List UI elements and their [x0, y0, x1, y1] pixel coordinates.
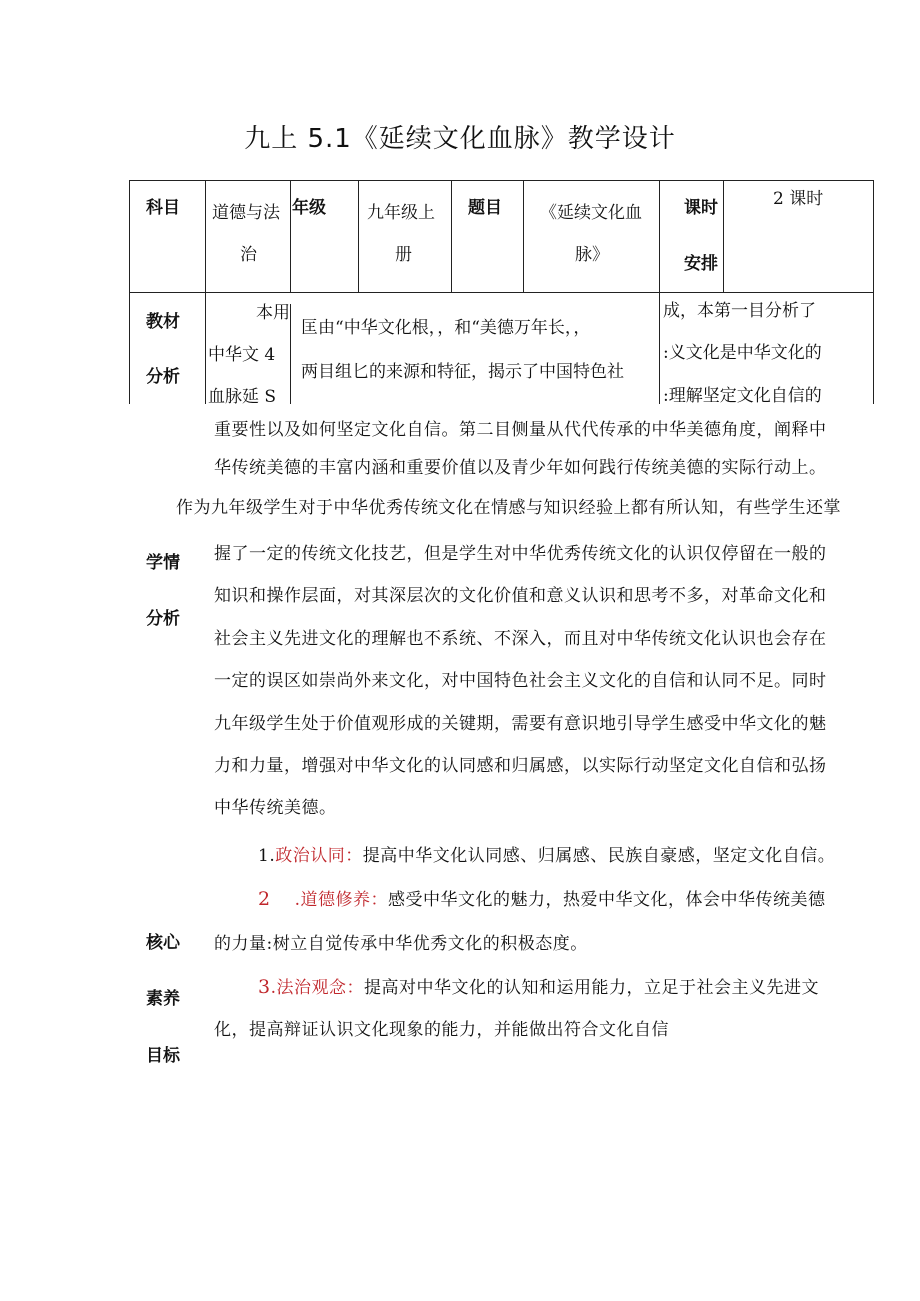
- hours-label-line2: 安排: [684, 254, 718, 274]
- table-col-divider: [723, 180, 724, 292]
- student-line: 中华传统美德。: [214, 798, 337, 818]
- student-line: 一定的误区如崇尚外来文化，对中国特色社会主义文化的自信和认同不足。同时: [214, 671, 827, 691]
- table-right-border: [873, 180, 874, 404]
- textbook-col3: [660, 293, 873, 404]
- textbook-col1: [206, 293, 290, 404]
- core-item-3-num: 3: [258, 976, 271, 998]
- subject-value-line1: 道德与法: [212, 203, 280, 223]
- student-line: 力和力量，增强对中华文化的认同感和归属感，以实际行动坚定文化自信和弘扬: [214, 756, 827, 776]
- hours-label-line1: 课时: [684, 198, 718, 218]
- grade-value-line2: 册: [395, 245, 412, 265]
- core-item-2-title: .道德修养：: [294, 890, 388, 910]
- core-label-line2: 素养: [146, 989, 180, 1009]
- subject-value-line2: 治: [240, 245, 257, 265]
- hours-value: 2 课时: [773, 189, 824, 209]
- textbook-col3-line3: :理解坚定文化自信的: [663, 386, 822, 404]
- table-col-divider: [290, 180, 291, 292]
- topic-value-line1: 《延续文化血: [540, 203, 642, 223]
- core-item-1-num: 1.: [258, 846, 276, 866]
- core-item-3-text: 提高对中华文化的认知和运用能力，立足于社会主义先进文: [364, 978, 819, 998]
- student-line: 知识和操作层面，对其深层次的文化价值和意义认识和思考不多，对革命文化和: [214, 586, 827, 606]
- table-col-divider: [451, 180, 452, 292]
- student-label-line1: 学情: [146, 553, 180, 573]
- core-item-2-text: 感受中华文化的魅力，热爱中华文化，体会中华传统美德: [388, 890, 826, 910]
- textbook-col1-line3: 血脉延 S: [208, 387, 277, 404]
- core-item-3: [258, 968, 819, 1007]
- core-item-2-num: 2: [258, 888, 271, 910]
- textbook-col2-line2: 两目组匕的来源和特征，揭示了中国特色社: [301, 362, 624, 382]
- page-title: 九上 5.1《延续文化血脉》教学设计: [244, 124, 676, 154]
- grade-label: 年级: [292, 198, 326, 218]
- textbook-label-line2: 分析: [146, 367, 180, 387]
- student-line: 作为九年级学生对于中华优秀传统文化在情感与知识经验上都有所认知，有些学生还掌: [176, 498, 841, 518]
- core-label-line1: 核心: [146, 933, 180, 953]
- grade-value-line1: 九年级上: [367, 203, 435, 223]
- core-item-1-title: 政治认同：: [275, 846, 363, 866]
- core-item-1-text: 提高中华文化认同感、归属感、民族自豪感，坚定文化自信。: [362, 846, 836, 866]
- topic-value-line2: 脉》: [575, 245, 609, 265]
- core-label-line3: 目标: [146, 1046, 180, 1066]
- topic-label: 题目: [468, 198, 502, 218]
- textbook-col1-line2: 中华文 4: [208, 345, 276, 365]
- textbook-col3-line2: :义文化是中华文化的: [663, 343, 822, 363]
- table-col-divider: [358, 180, 359, 292]
- student-line: 握了一定的传统文化技艺，但是学生对中华优秀传统文化的认识仅停留在一般的: [214, 544, 827, 564]
- table-col-divider: [523, 180, 524, 292]
- student-line: 九年级学生处于价值观形成的关键期，需要有意识地引导学生感受中华文化的魅: [214, 714, 827, 734]
- student-line: 社会主义先进文化的理解也不系统、不深入，而且对中华传统文化认识也会存在: [214, 629, 827, 649]
- textbook-col3-line1: 成，本第一目分析了: [663, 301, 816, 321]
- student-label-line2: 分析: [146, 609, 180, 629]
- table-left-border: [129, 180, 130, 404]
- core-item-3-title: .法治观念：: [270, 978, 364, 998]
- core-item-2-cont: 的力量:树立自觉传承中华优秀文化的积极态度。: [214, 934, 588, 954]
- textbook-col2: [291, 293, 659, 404]
- core-item-3-cont: 化，提高辩证认识文化现象的能力，并能做出符合文化自信: [214, 1020, 669, 1040]
- textbook-cont-line1: 重要性以及如何坚定文化自信。第二目侧量从代代传承的中华美德角度，阐释中: [214, 420, 827, 440]
- textbook-col2-line1: 匡由“中华文化根，，和“美德万年长，，: [301, 318, 591, 338]
- table-top-border: [129, 180, 874, 181]
- subject-label: 科目: [146, 198, 180, 218]
- core-item-1: [258, 837, 835, 875]
- textbook-label-line1: 教材: [146, 312, 180, 332]
- textbook-col1-line1: 本用: [256, 303, 290, 323]
- core-item-2: [258, 880, 826, 919]
- textbook-cont-line2: 华传统美德的丰富内涵和重要价值以及青少年如何践行传统美德的实际行动上。: [214, 458, 827, 478]
